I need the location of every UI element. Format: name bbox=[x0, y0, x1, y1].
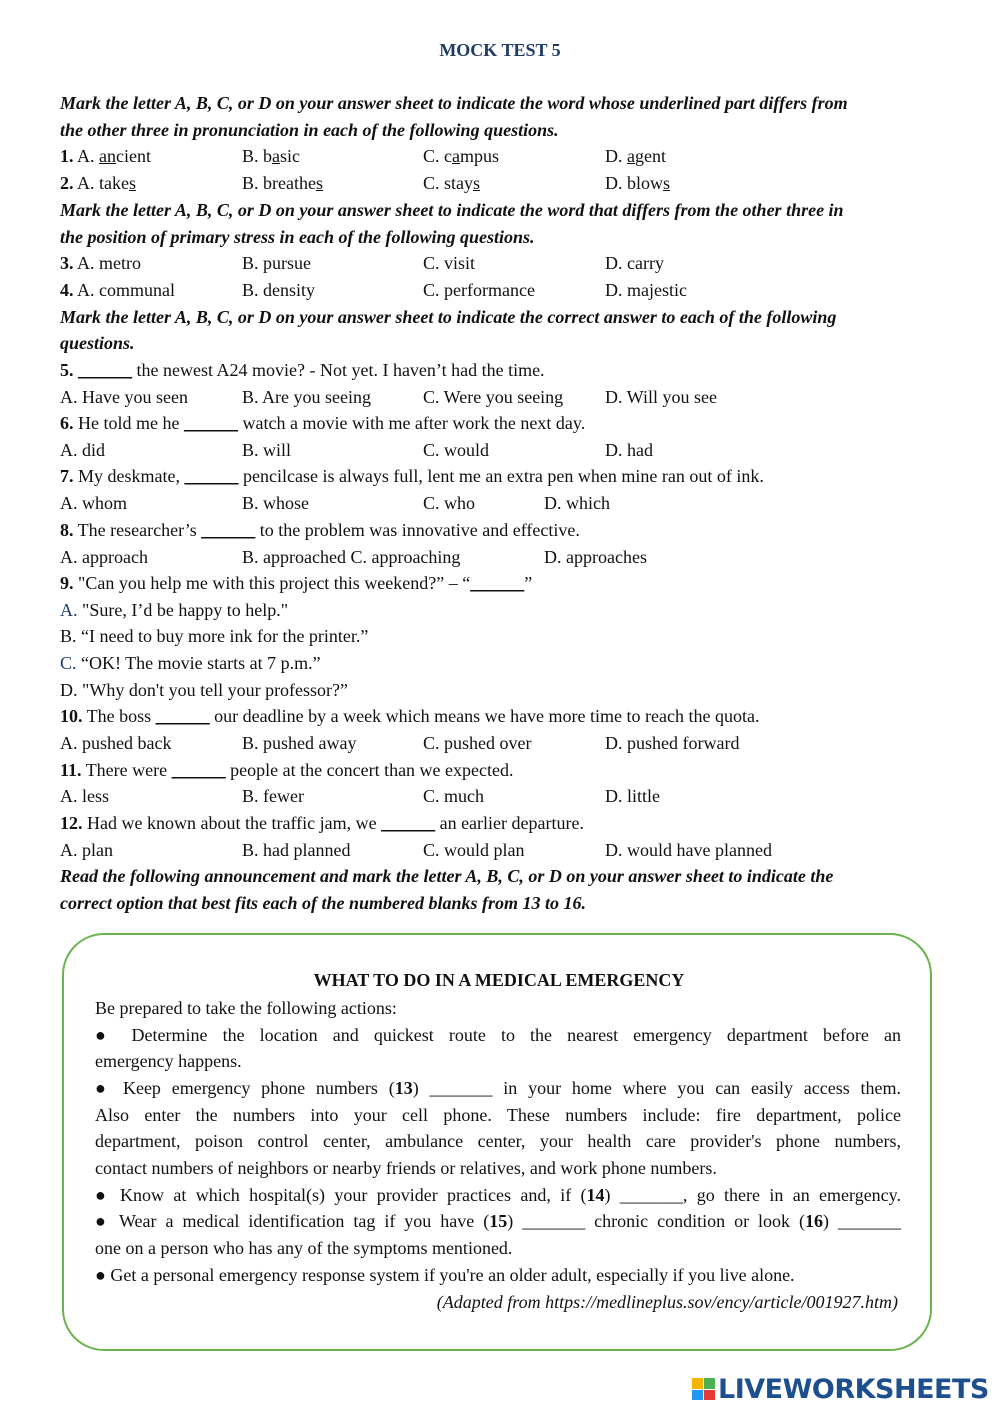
passage-line: department, poison control center, ambulance center, your health care provider's phone numbers, bbox=[95, 1131, 901, 1151]
question-8-options bbox=[60, 544, 940, 571]
q1-option-d: D. agent bbox=[605, 146, 666, 166]
announcement-title: WHAT TO DO IN A MEDICAL EMERGENCY bbox=[313, 970, 685, 990]
q4-option-b: B. density bbox=[242, 280, 316, 300]
passage-line-13: ● Keep emergency phone numbers (13) _______ in your home where you can easily access them. bbox=[95, 1078, 901, 1098]
question-5-options bbox=[60, 384, 940, 411]
instruction-reading-cont: correct option that best fits each of the numbered blanks from 13 to 16. bbox=[60, 893, 587, 913]
instruction-correct-answer: Mark the letter A, B, C, or D on your answer sheet to indicate the correct answer to each of the following bbox=[60, 307, 837, 327]
q4-option-c: C. performance bbox=[423, 280, 535, 300]
passage-line-15-16: ● Wear a medical identification tag if you have (15) _______ chronic condition or look (16) _______ bbox=[95, 1211, 902, 1231]
q12-option-a: A. plan bbox=[60, 840, 113, 860]
q12-option-c: C. would plan bbox=[423, 840, 525, 860]
q9-option-d: D. "Why don't you tell your professor?” bbox=[60, 680, 349, 700]
instruction-stress-cont: the position of primary stress in each of the following questions. bbox=[60, 227, 535, 247]
question-4: 4. A. communal B. density C. performance D. majestic bbox=[60, 277, 940, 304]
passage-line-14: ● Know at which hospital(s) your provider practices and, if (14) _______, go there in an emergency. bbox=[95, 1185, 902, 1205]
liveworksheets-logo-icon bbox=[692, 1378, 714, 1400]
passage-line: contact numbers of neighbors or nearby friends or relatives, and work phone numbers. bbox=[95, 1158, 717, 1178]
question-8: 8. The researcher’s ______ to the problem was innovative and effective. bbox=[60, 520, 580, 540]
q12-option-d: D. would have planned bbox=[605, 840, 772, 860]
q2-option-c: C. stays bbox=[423, 173, 481, 193]
q3-option-b: B. pursue bbox=[242, 253, 311, 273]
question-10: 10. The boss ______ our deadline by a week which means we have more time to reach the quota. bbox=[60, 706, 760, 726]
passage-line: ● Determine the location and quickest route to the nearest emergency department before an bbox=[95, 1025, 901, 1045]
q6-option-a: A. did bbox=[60, 440, 105, 460]
q5-option-c: C. Were you seeing bbox=[423, 387, 564, 407]
q2-option-b: B. breathes bbox=[242, 173, 323, 193]
instruction-correct-answer-cont: questions. bbox=[60, 333, 135, 353]
question-3: 3. A. metro B. pursue C. visit D. carry bbox=[60, 250, 940, 277]
instruction-stress: Mark the letter A, B, C, or D on your answer sheet to indicate the word that differs from the other three in bbox=[60, 200, 844, 220]
announcement-box bbox=[62, 933, 932, 1351]
q7-option-a: A. whom bbox=[60, 493, 127, 513]
q6-option-c: C. would bbox=[423, 440, 490, 460]
question-7: 7. My deskmate, ______ pencilcase is always full, lent me an extra pen when mine ran out of ink. bbox=[60, 466, 764, 486]
q9-option-b: B. “I need to buy more ink for the printer.” bbox=[60, 626, 369, 646]
q9-option-c: C. “OK! The movie starts at 7 p.m.” bbox=[60, 653, 321, 673]
q7-option-d: D. which bbox=[544, 493, 610, 513]
q10-option-c: C. pushed over bbox=[423, 733, 532, 753]
q11-option-c: C. much bbox=[423, 786, 484, 806]
instruction-pronunciation: Mark the letter A, B, C, or D on your answer sheet to indicate the word whose underlined part differs from bbox=[60, 93, 848, 113]
passage-line: one on a person who has any of the symptoms mentioned. bbox=[95, 1238, 513, 1258]
passage-line: Be prepared to take the following actions: bbox=[95, 998, 397, 1018]
question-6-options bbox=[60, 437, 940, 464]
q3-option-d: D. carry bbox=[605, 253, 664, 273]
source-citation: (Adapted from https://medlineplus.sov/ency/article/001927.htm) bbox=[436, 1292, 898, 1312]
q7-option-b: B. whose bbox=[242, 493, 309, 513]
q6-option-b: B. will bbox=[242, 440, 292, 460]
question-1: 1. A. ancient B. basic C. campus D. agent bbox=[60, 143, 940, 170]
q10-option-d: D. pushed forward bbox=[605, 733, 740, 753]
q8-option-d: D. approaches bbox=[544, 547, 647, 567]
q7-option-c: C. who bbox=[423, 493, 476, 513]
q10-option-b: B. pushed away bbox=[242, 733, 357, 753]
q2-option-d: D. blows bbox=[605, 173, 671, 193]
q8-option-a: A. approach bbox=[60, 547, 148, 567]
q11-option-b: B. fewer bbox=[242, 786, 304, 806]
q1-option-c: C. campus bbox=[423, 146, 500, 166]
passage-line: emergency happens. bbox=[95, 1051, 242, 1071]
passage-line: Also enter the numbers into your cell phone. These numbers include: fire department, police bbox=[95, 1105, 901, 1125]
passage-line: ● Get a personal emergency response system if you're an older adult, especially if you live alone. bbox=[95, 1265, 795, 1285]
brand-name: LIVEWORKSHEETS bbox=[718, 1373, 989, 1405]
question-10-options bbox=[60, 730, 940, 757]
question-12-options bbox=[60, 837, 940, 864]
q1-option-b: B. basic bbox=[242, 146, 301, 166]
question-11-options bbox=[60, 783, 940, 810]
q11-option-a: A. less bbox=[60, 786, 109, 806]
q9-option-a: A. "Sure, I’d be happy to help." bbox=[60, 600, 289, 620]
question-7-options bbox=[60, 490, 940, 517]
q6-option-d: D. had bbox=[605, 440, 653, 460]
q5-option-b: B. Are you seeing bbox=[242, 387, 371, 407]
instruction-reading: Read the following announcement and mark the letter A, B, C, or D on your answer sheet to indicate the bbox=[60, 866, 834, 886]
q11-option-d: D. little bbox=[605, 786, 660, 806]
page-title: MOCK TEST 5 bbox=[439, 40, 561, 60]
q8-option-b-c: B. approached C. approaching bbox=[242, 547, 461, 567]
q5-option-d: D. Will you see bbox=[605, 387, 717, 407]
question-9: 9. "Can you help me with this project this weekend?” – “______” bbox=[60, 573, 533, 593]
q12-option-b: B. had planned bbox=[242, 840, 351, 860]
question-12: 12. Had we known about the traffic jam, we ______ an earlier departure. bbox=[60, 813, 584, 833]
q4-option-d: D. majestic bbox=[605, 280, 687, 300]
instruction-pronunciation-cont: the other three in pronunciation in each of the following questions. bbox=[60, 120, 559, 140]
liveworksheets-logo bbox=[692, 1374, 989, 1404]
question-11: 11. There were ______ people at the concert than we expected. bbox=[60, 760, 514, 780]
q3-option-c: C. visit bbox=[423, 253, 476, 273]
question-5: 5. ______ the newest A24 movie? - Not yet. I haven’t had the time. bbox=[60, 360, 545, 380]
q5-option-a: A. Have you seen bbox=[60, 387, 188, 407]
question-6: 6. He told me he ______ watch a movie with me after work the next day. bbox=[60, 413, 586, 433]
q10-option-a: A. pushed back bbox=[60, 733, 172, 753]
question-2: 2. A. takes B. breathes C. stays D. blows bbox=[60, 170, 940, 197]
